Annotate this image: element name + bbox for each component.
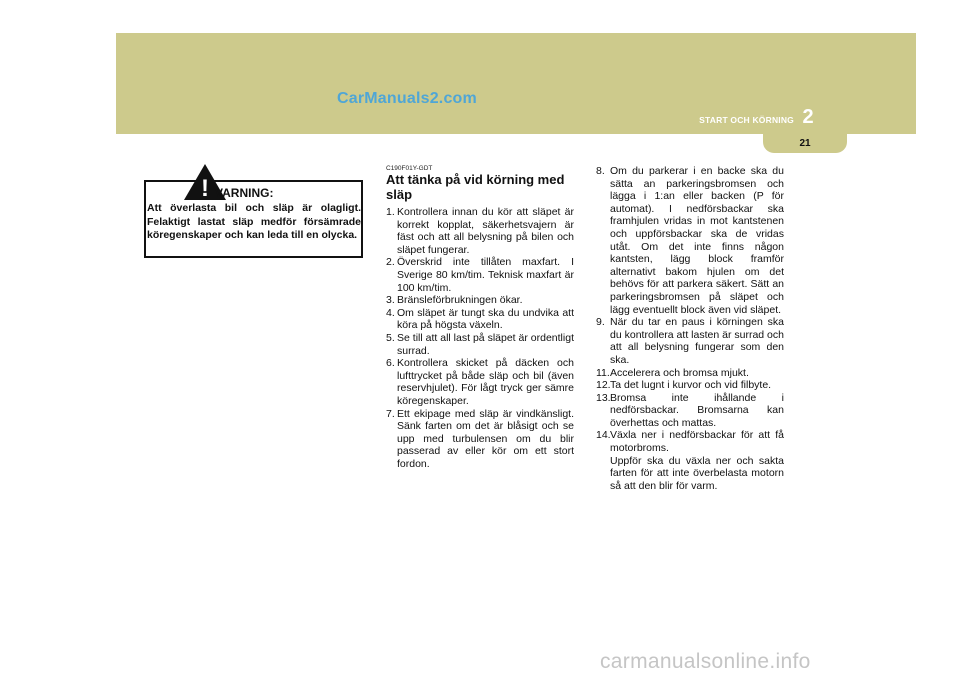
trailer-tips-list-1: [386, 206, 574, 470]
item-text: När du tar en paus i körningen ska du kontrollera att lasten är surrad och att all belysning fungerar som den ska.: [610, 316, 784, 366]
list-item: [386, 357, 574, 407]
item-number: 5.: [386, 331, 395, 344]
section-code: C190F01Y-GDT: [386, 165, 433, 172]
item-number: 4.: [386, 306, 395, 319]
warning-exclamation: !: [201, 175, 209, 201]
item-number: 8.: [596, 165, 605, 177]
item-number: 6.: [386, 357, 395, 370]
item-number: 3.: [386, 294, 395, 307]
section-heading: Att tänka på vid körning med släp: [386, 172, 565, 202]
item-text: Om släpet är tungt ska du undvika att köra på högsta växeln.: [397, 306, 574, 332]
item-number: 14.: [596, 429, 611, 442]
page-number: 21: [799, 138, 811, 149]
item-number: 1.: [386, 206, 395, 218]
list-item: [596, 165, 784, 316]
item-number: 11.: [596, 366, 610, 379]
item-text: Ett ekipage med släp är vindkänsligt. Sänk farten om det är blåsigt och se upp med turbulensen om du blir passerad av eller kör om ett stort fordon.: [397, 407, 574, 470]
item-text: Se till att all last på släpet är ordentligt surrad.: [397, 331, 574, 357]
list-item: [596, 316, 784, 366]
item-number: 9.: [596, 316, 605, 329]
item-number: 13.: [596, 391, 611, 404]
list-item: [596, 392, 784, 430]
warning-body: Att överlasta bil och släp är olagligt. Felaktigt lastat släp medför försämrade köregenskaper och kan leda till en olycka.: [147, 202, 361, 241]
item-text: Om du parkerar i en backe ska du sätta an parkeringsbromsen och lägga i 1:an eller backen (P för automat). I nedförsbackar ska framhjulen vridas in mot kantstenen och uppförsbackar ska de vridas utåt. Om det inte finns någon kantsten, lägg block framför alternativt bakom hjulen om det behövs för att parkera säkert. Sätt an parkeringsbromsen på släpet och lägg eventuellt block även vid släpet.: [610, 165, 784, 316]
item-extra-text: Uppför ska du växla ner och sakta farten för att inte överbelasta motorn så att den blir för varm.: [610, 454, 784, 492]
item-text: Överskrid inte tillåten maxfart. I Sverige 80 km/tim. Teknisk maxfart är 100 km/tim.: [397, 256, 574, 294]
item-text: Växla ner i nedförsbackar för att få motorbroms.: [610, 429, 784, 455]
list-item: [386, 307, 574, 332]
item-text: Kontrollera innan du kör att släpet är korrekt kopplat, säkerhetsvajern är fäst och att all belysning på bilen och släpet fungerar.: [397, 206, 574, 256]
item-number: 7.: [386, 407, 395, 420]
list-item: [596, 379, 784, 392]
list-item: [596, 367, 784, 380]
footer-watermark[interactable]: carmanualsonline.info: [600, 650, 811, 673]
list-item: [386, 256, 574, 294]
section-number: 2: [802, 106, 814, 128]
item-text: Accelerera och bromsa mjukt.: [610, 366, 749, 379]
list-item: [596, 429, 784, 492]
list-item: [386, 294, 574, 307]
item-text: Ta det lugnt i kurvor och vid filbyte.: [610, 379, 772, 392]
header-band: [116, 33, 916, 134]
item-text: Bromsa inte ihållande i nedförsbackar. Bromsarna kan överhettas och mattas.: [610, 391, 784, 429]
item-text: Kontrollera skicket på däcken och lufttrycket på både släp och bil (även reservhjulet). För lågt tryck ger sämre köregenskaper.: [397, 357, 574, 407]
section-title: START OCH KÖRNING: [699, 115, 794, 125]
list-item: [386, 206, 574, 256]
item-number: 12.: [596, 379, 611, 392]
warning-title: VARNING:: [215, 186, 274, 200]
list-item: [386, 408, 574, 471]
item-text: Bränsleförbrukningen ökar.: [397, 294, 523, 307]
list-item: [386, 332, 574, 357]
trailer-tips-list-2: [596, 165, 784, 492]
site-watermark[interactable]: CarManuals2.com: [337, 90, 477, 107]
item-number: 2.: [386, 256, 395, 269]
